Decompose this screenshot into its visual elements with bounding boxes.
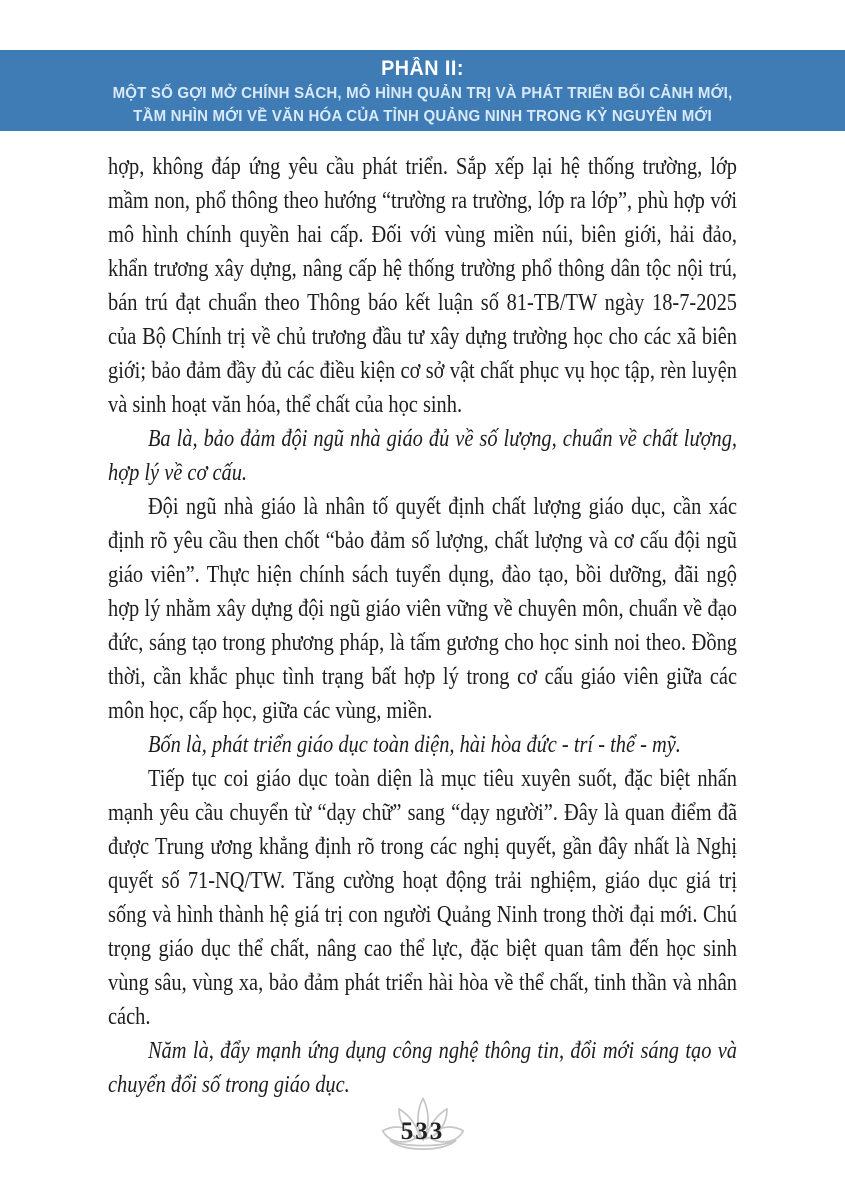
page-number: 533	[400, 1118, 445, 1145]
part-subtitle-line1: MỘT SỐ GỢI MỞ CHÍNH SÁCH, MÔ HÌNH QUẢN TRỊ VÀ PHÁT TRIỂN BỐI CẢNH MỚI,	[112, 85, 733, 102]
part-header-content	[25, 50, 819, 128]
part-label: PHẦN II:	[381, 57, 464, 80]
paragraph-teacher-workforce: Đội ngũ nhà giáo là nhân tố quyết định chất lượng giáo dục, cần xác định rõ yêu cầu then chốt “bảo đảm số lượng, chất lượng và cơ cấu đội ngũ giáo viên”. Thực hiện chính sách tuyển dụng, đào tạo, bồi dưỡng, đãi ngộ hợp lý nhằm xây dựng đội ngũ giáo viên vững về chuyên môn, chuẩn về đạo đức, sáng tạo trong phương pháp, là tấm gương cho học sinh noi theo. Đồng thời, cần khắc phục tình trạng bất hợp lý trong cơ cấu giáo viên giữa các môn học, cấp học, giữa các vùng, miền.	[108, 494, 737, 724]
page-footer	[375, 1096, 471, 1164]
part-header-banner	[0, 50, 845, 131]
paragraph-nam-la: Năm là, đẩy mạnh ứng dụng công nghệ thông tin, đổi mới sáng tạo và chuyển đổi số trong giáo dục.	[108, 1038, 737, 1098]
paragraph-continuation: hợp, không đáp ứng yêu cầu phát triển. Sắp xếp lại hệ thống trường, lớp mầm non, phổ thông theo hướng “trường ra trường, lớp ra lớp”, phù hợp với mô hình chính quyền hai cấp. Đối với vùng miền núi, biên giới, hải đảo, khẩn trương xây dựng, nâng cấp hệ thống trường phổ thông dân tộc nội trú, bán trú đạt chuẩn theo Thông báo kết luận số 81-TB/TW ngày 18-7-2025 của Bộ Chính trị về chủ trương đầu tư xây dựng trường học cho các xã biên giới; bảo đảm đầy đủ các điều kiện cơ sở vật chất phục vụ học tập, rèn luyện và sinh hoạt văn hóa, thể chất của học sinh.	[108, 154, 737, 418]
part-subtitle-line2: TẦM NHÌN MỚI VỀ VĂN HÓA CỦA TỈNH QUẢNG NINH TRONG KỶ NGUYÊN MỚI	[133, 108, 712, 125]
body-text	[108, 150, 737, 1102]
paragraph-comprehensive-education: Tiếp tục coi giáo dục toàn diện là mục tiêu xuyên suốt, đặc biệt nhấn mạnh yêu cầu chuyển từ “dạy chữ” sang “dạy người”. Đây là quan điểm đã được Trung ương khẳng định rõ trong các nghị quyết, gần đây nhất là Nghị quyết số 71-NQ/TW. Tăng cường hoạt động trải nghiệm, giáo dục giá trị sống và hình thành hệ giá trị con người Quảng Ninh trong thời đại mới. Chú trọng giáo dục thể chất, nâng cao thể lực, đặc biệt quan tâm đến học sinh vùng sâu, vùng xa, bảo đảm phát triển hài hòa về thể chất, tinh thần và nhân cách.	[108, 766, 737, 1030]
paragraph-bon-la: Bốn là, phát triển giáo dục toàn diện, hài hòa đức - trí - thể - mỹ.	[147, 732, 681, 758]
paragraph-ba-la: Ba là, bảo đảm đội ngũ nhà giáo đủ về số lượng, chuẩn về chất lượng, hợp lý về cơ cấu.	[108, 426, 737, 486]
